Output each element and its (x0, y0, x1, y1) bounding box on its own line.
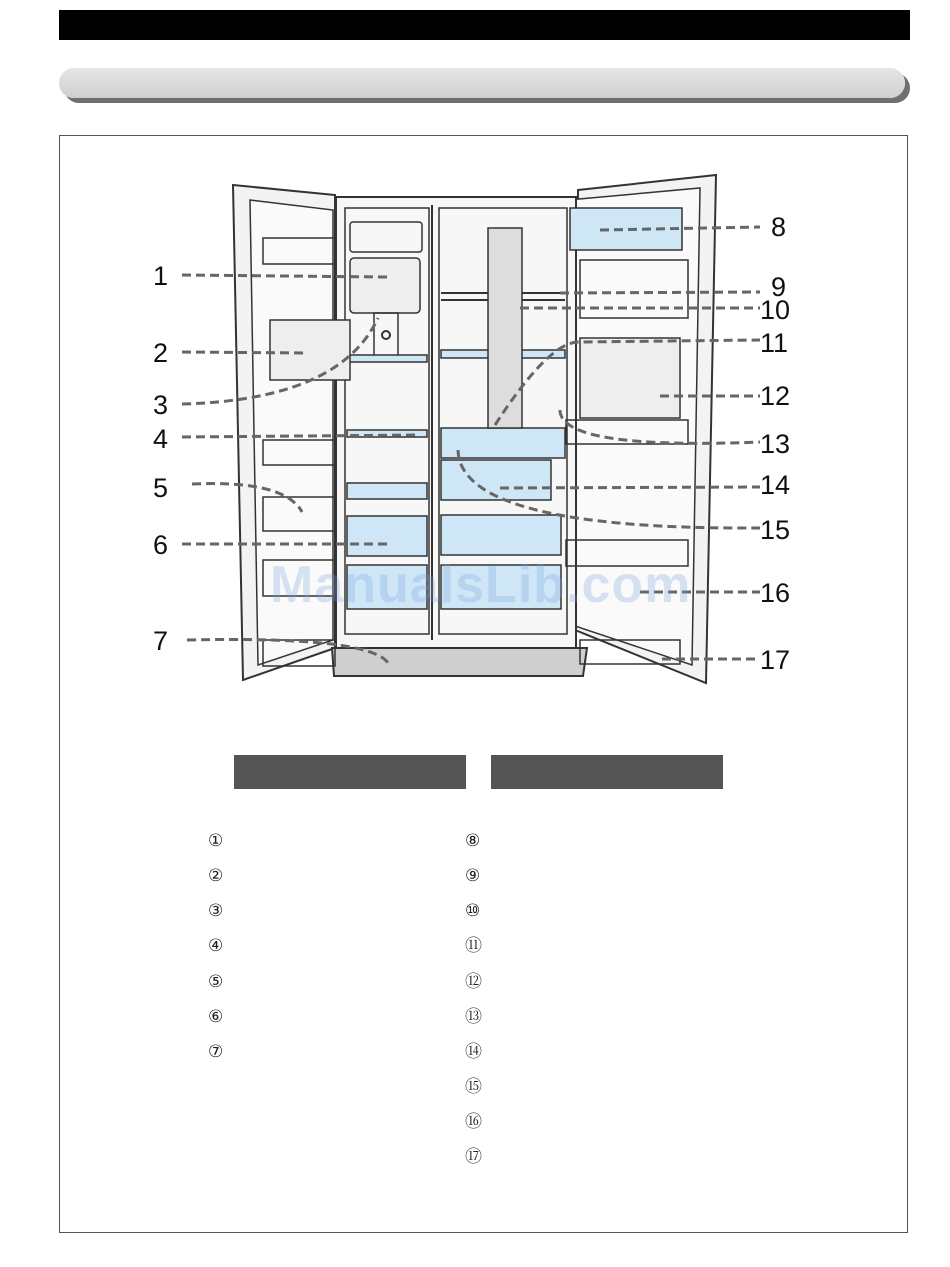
legend-number: ⑫ (465, 972, 482, 992)
legend-number: ③ (208, 901, 224, 921)
legend-item (208, 1042, 223, 1062)
legend-item (465, 866, 480, 886)
legend-item (465, 1007, 482, 1027)
callout-13: 13 (760, 429, 791, 459)
legend-item (465, 831, 480, 851)
callout-5: 5 (153, 473, 169, 503)
legend-number: ② (208, 866, 224, 886)
callout-17: 17 (760, 645, 791, 675)
callout-16: 16 (760, 578, 791, 608)
freezer-column-header (491, 755, 723, 789)
legend-item (208, 866, 223, 886)
legend-item (208, 1007, 223, 1027)
callout-1: 1 (153, 261, 169, 291)
legend-item (465, 1042, 482, 1062)
callout-12: 12 (760, 381, 791, 411)
watermark: ManualsLib.com (270, 556, 692, 614)
legend-number: ⑥ (208, 1007, 224, 1027)
legend-number: ⑮ (465, 1077, 482, 1097)
callout-2: 2 (153, 338, 169, 368)
legend-number: ⑰ (465, 1147, 482, 1167)
legend-item (465, 972, 482, 992)
callout-4: 4 (153, 424, 169, 454)
legend-number: ⑦ (208, 1042, 224, 1062)
legend-number: ⑨ (465, 866, 481, 886)
callout-3: 3 (153, 390, 169, 420)
callout-10: 10 (760, 295, 791, 325)
legend-number: ⑭ (465, 1042, 482, 1062)
legend-number: ⑤ (208, 972, 224, 992)
legend-item (465, 1077, 482, 1097)
legend-number: ① (208, 831, 224, 851)
callout-9: 9 (771, 272, 787, 302)
legend-item (465, 936, 482, 956)
legend-item (465, 1112, 482, 1132)
legend-item (208, 831, 223, 851)
legend-number: ⑯ (465, 1112, 482, 1132)
callout-15: 15 (760, 515, 791, 545)
callout-11: 11 (760, 328, 789, 358)
legend-item (465, 901, 480, 921)
callout-8: 8 (771, 212, 787, 242)
legend-number: ⑪ (465, 936, 482, 956)
callout-14: 14 (760, 470, 791, 500)
legend-item (465, 1147, 482, 1167)
legend-item (208, 936, 223, 956)
legend-item (208, 972, 223, 992)
legend-number: ⑧ (465, 831, 481, 851)
legend-number: ⑩ (465, 901, 481, 921)
callout-6: 6 (153, 530, 169, 560)
fridge-column-header (234, 755, 466, 789)
callout-7: 7 (153, 626, 169, 656)
legend-item (208, 901, 223, 921)
legend-number: ⑬ (465, 1007, 482, 1027)
legend-number: ④ (208, 936, 224, 956)
